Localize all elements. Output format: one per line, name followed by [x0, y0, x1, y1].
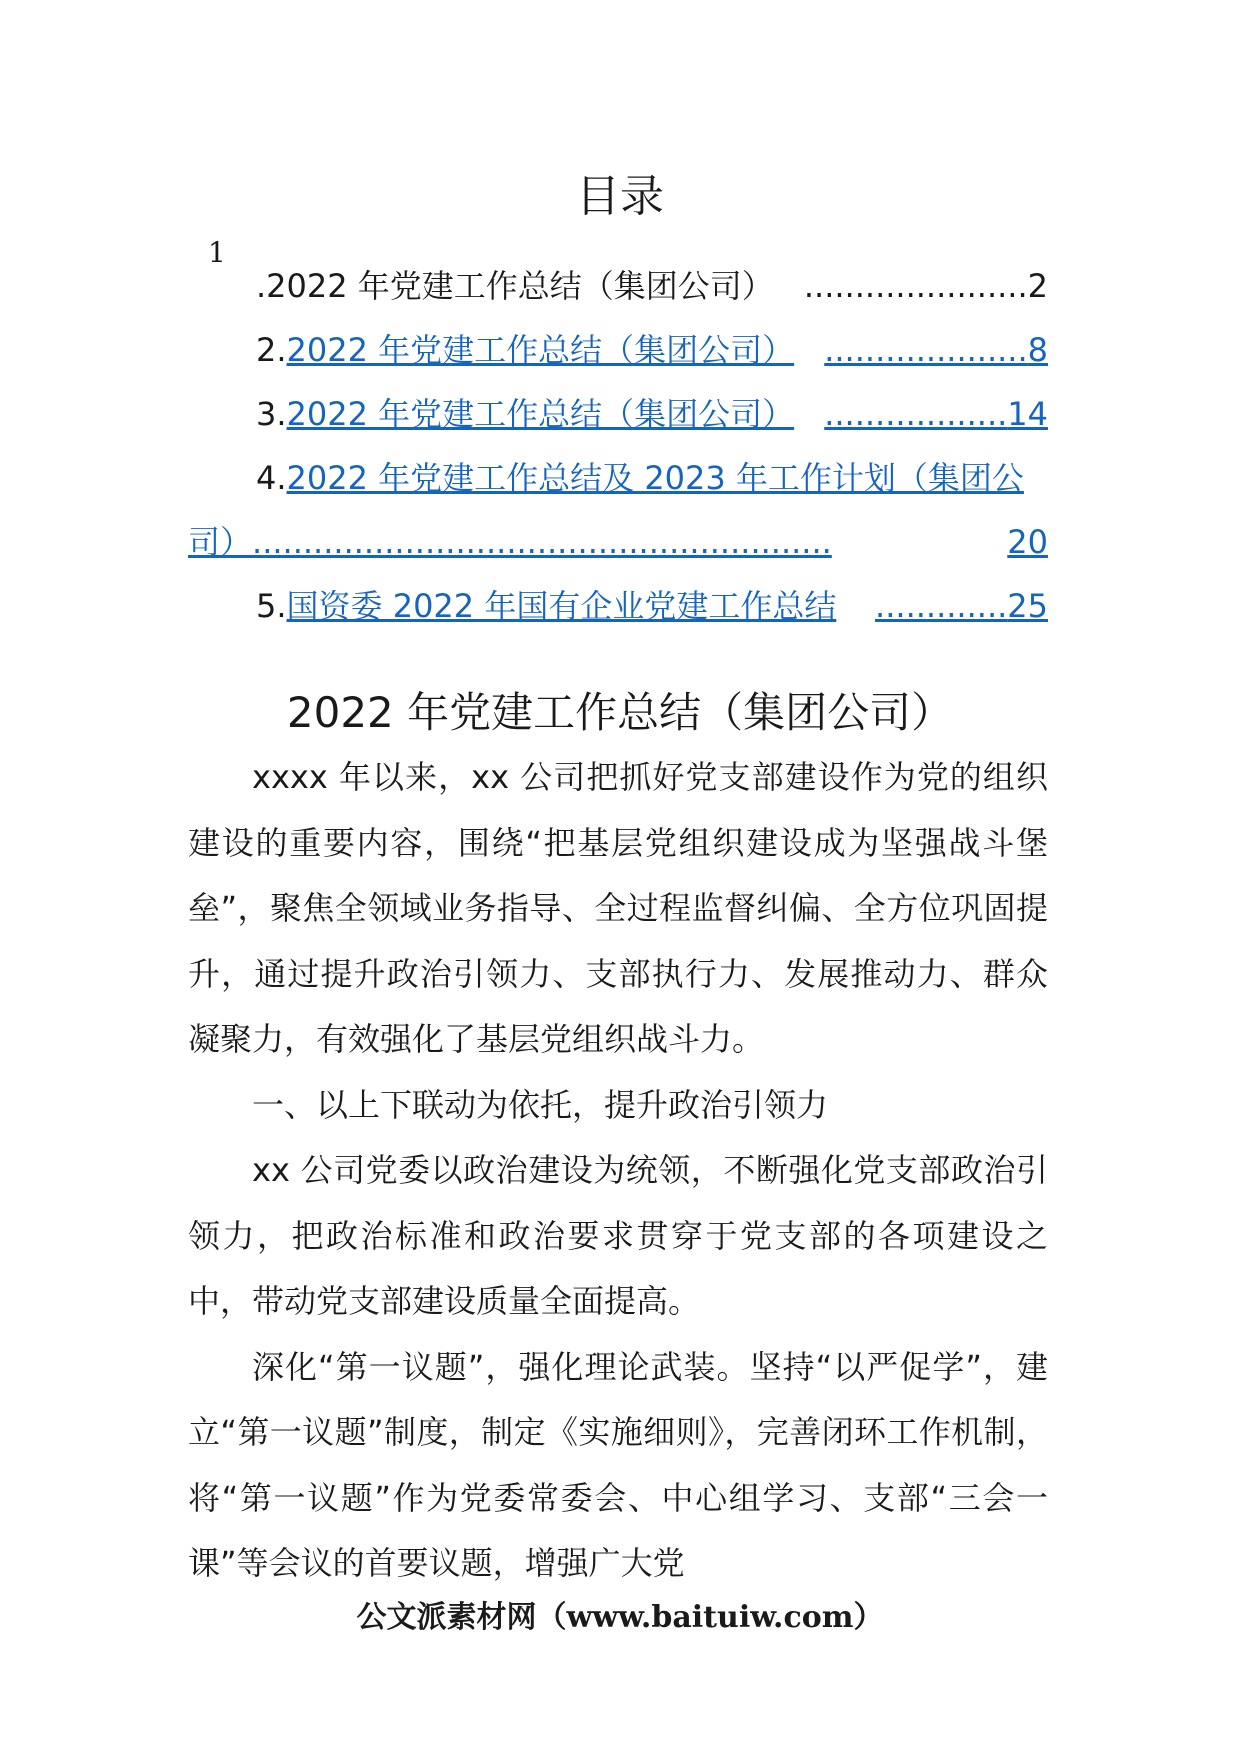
toc-entry-prefix: 3. [256, 395, 287, 433]
toc-entry-page[interactable]: 8 [1027, 331, 1048, 369]
paragraph: 深化“第一议题”，强化理论武装。坚持“以严促学”，建立“第一议题”制度，制定《实施细则》，完善闭环工作机制，将“第一议题”作为党委常委会、中心组学习、支部“三会一课”等会议的首要议题，增强广大党 [188, 1347, 1048, 1582]
toc-link-5[interactable]: 国资委 2022 年国有企业党建工作总结 [286, 587, 837, 625]
footer-watermark: 公文派素材网（www.baituiw.com） [356, 1600, 884, 1635]
toc-entry-dots[interactable]: .................. [824, 395, 1008, 433]
article-body [188, 745, 1048, 1597]
toc-entry-prefix: . [256, 267, 267, 305]
paragraph: xx 公司党委以政治建设为统领，不断强化党支部政治引领力，把政治标准和政治要求贯穿于党支部的各项建设之中，带动党支部建设质量全面提高。 [188, 1151, 1048, 1320]
toc-entry-dots[interactable]: ............. [875, 587, 1008, 625]
paragraph: xxxx 年以来，xx 公司把抓好党支部建设作为党的组织建设的重要内容，围绕“把基层党组织建设成为坚强战斗堡垒”，聚焦全领域业务指导、全过程监督纠偏、全方位巩固提升，通过提升政治引领力、支部执行力、发展推动力、群众凝聚力，有效强化了基层党组织战斗力。 [188, 758, 1048, 1058]
toc-entry-prefix: 2. [256, 331, 287, 369]
toc-entry-text: 2022 年党建工作总结（集团公司） [266, 267, 774, 305]
toc-entry-page[interactable]: 25 [1007, 587, 1048, 625]
toc-title: 目录 [576, 171, 664, 222]
section-heading: 一、以上下联动为依托，提升政治引领力 [252, 1085, 829, 1124]
toc-entry-prefix: 5. [256, 587, 287, 625]
toc-entry-dots: ...................... [803, 267, 1028, 305]
toc-link-2[interactable]: 2022 年党建工作总结（集团公司） [286, 331, 795, 369]
toc-link-4-cont[interactable]: 司） [188, 523, 253, 561]
toc-link-4[interactable]: 2022 年党建工作总结及 2023 年工作计划（集团公 [286, 459, 1024, 497]
toc-entry-page: 2 [1027, 267, 1048, 305]
toc-entry-dots[interactable]: .................... [824, 331, 1028, 369]
toc-link-3[interactable]: 2022 年党建工作总结（集团公司） [286, 395, 795, 433]
article-title: 2022 年党建工作总结（集团公司） [286, 688, 954, 737]
toc-number: 1 [208, 236, 226, 269]
toc-entry-page[interactable]: 14 [1007, 395, 1048, 433]
toc-entry-dots[interactable]: ......................................................... [252, 523, 832, 561]
toc-entry-page[interactable]: 20 [1007, 523, 1048, 561]
toc-entry-prefix: 4. [256, 459, 287, 497]
